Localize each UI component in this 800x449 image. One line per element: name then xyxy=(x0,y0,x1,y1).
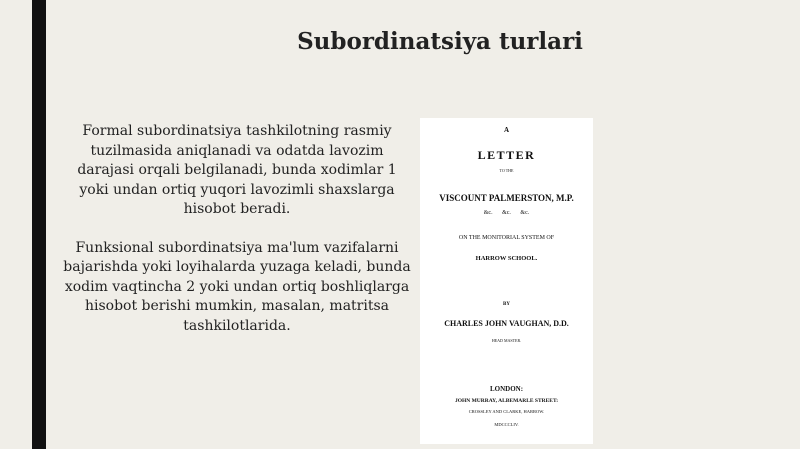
scan-letter-heading: LETTER xyxy=(477,148,536,162)
scan-to-the: TO THE xyxy=(499,168,514,173)
left-accent-bar xyxy=(32,0,46,449)
scan-author-title: HEAD MASTER. xyxy=(491,338,522,343)
scan-by: BY xyxy=(503,302,510,307)
book-title-page-image xyxy=(420,118,593,444)
scan-school: HARROW SCHOOL. xyxy=(475,255,538,262)
paragraph-functional: Funksional subordinatsiya ma'lum vazifalarni bajarishda yoki loyihalarda yuzaga keladi, bunda xodim vaqtincha 2 yoki undan ortiq boshliqlarga hisobot berishi mumkin, masalan, matritsa tashkilotlarida. xyxy=(63,239,411,334)
scan-london: LONDON: xyxy=(489,385,524,393)
scan-recipient: VISCOUNT PALMERSTON, M.P. xyxy=(439,193,574,203)
slide-title: Subordinatsiya turlari xyxy=(297,28,583,55)
paragraph-formal: Formal subordinatsiya tashkilotning rasmiy tuzilmasida aniqlanadi va odatda lavozim darajasi orqali belgilanadi, bunda xodimlar 1 yoki undan ortiq yuqori lavozimli shaxslarga hisobot beradi. xyxy=(77,123,397,217)
scan-subject: ON THE MONITORIAL SYSTEM OF xyxy=(458,235,555,241)
scan-year: MDCCCLIV. xyxy=(494,422,519,427)
scan-printer: CROSSLEY AND CLARKE, HARROW. xyxy=(468,409,545,414)
scan-publisher: JOHN MURRAY, ALBEMARLE STREET: xyxy=(454,398,559,404)
scan-article: A xyxy=(503,126,510,134)
scan-author: CHARLES JOHN VAUGHAN, D.D. xyxy=(444,319,569,328)
scan-etc: &c. &c. &c. xyxy=(483,210,530,216)
slide-body xyxy=(62,122,412,355)
